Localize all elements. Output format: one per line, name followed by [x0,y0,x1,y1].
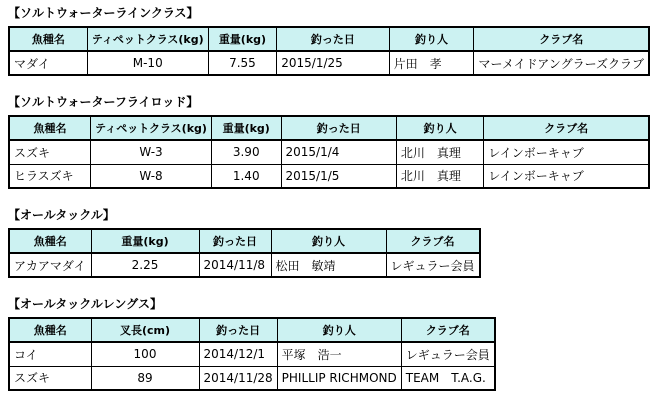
header-row [9,27,649,51]
table-row [9,140,649,164]
record-section [8,296,650,391]
section-title: 【ソルトウォーターラインクラス】 [8,6,199,20]
table-cell: W-3 [91,140,212,164]
column-header: 重量(kg) [211,116,281,140]
table-cell: スズキ [9,366,91,390]
record-section [8,94,650,189]
column-header: 釣り人 [389,27,474,51]
table-cell: 100 [91,342,199,366]
table-cell: PHILLIP RICHMOND [277,366,401,390]
table-cell: W-8 [91,164,212,188]
table-row [9,366,495,390]
records-table [8,317,496,391]
records-table [8,26,650,76]
column-header: 釣った日 [277,27,389,51]
column-header: 釣った日 [199,229,271,253]
column-header: ティペットクラス(kg) [87,27,208,51]
table-cell: コイ [9,342,91,366]
table-cell: 北川 真理 [396,140,483,164]
column-header: クラブ名 [401,318,495,342]
column-header: 魚種名 [9,229,91,253]
table-cell: ヒラスズキ [9,164,91,188]
table-row [9,342,495,366]
table-cell: 北川 真理 [396,164,483,188]
column-header: 魚種名 [9,318,91,342]
column-header: 釣り人 [277,318,401,342]
table-cell: 2015/1/5 [281,164,396,188]
header-row [9,318,495,342]
table-cell: 片田 孝 [389,51,474,75]
column-header: 釣り人 [396,116,483,140]
column-header: 叉長(cm) [91,318,199,342]
records-table [8,228,481,278]
section-title: 【ソルトウォーターフライロッド】 [8,95,199,109]
table-cell: 7.55 [208,51,277,75]
table-cell: 2.25 [91,253,199,277]
table-cell: 89 [91,366,199,390]
column-header: クラブ名 [484,116,649,140]
table-cell: 平塚 浩一 [277,342,401,366]
table-cell: レインボーキャブ [484,164,649,188]
header-row [9,229,480,253]
table-cell: 3.90 [211,140,281,164]
column-header: ティペットクラス(kg) [91,116,212,140]
table-cell: 2014/11/28 [199,366,277,390]
table-cell: TEAM T.A.G. [401,366,495,390]
table-cell: 2014/12/1 [199,342,277,366]
section-title: 【オールタックル】 [8,208,115,222]
column-header: 魚種名 [9,27,87,51]
table-cell: 2014/11/8 [199,253,271,277]
column-header: 重量(kg) [208,27,277,51]
table-row [9,164,649,188]
table-cell: M-10 [87,51,208,75]
column-header: 釣り人 [271,229,386,253]
table-cell: 1.40 [211,164,281,188]
table-cell: レインボーキャブ [484,140,649,164]
table-cell: アカアマダイ [9,253,91,277]
table-cell: マーメイドアングラーズクラブ [474,51,649,75]
table-row [9,253,480,277]
records-table [8,115,650,189]
record-section [8,207,650,278]
column-header: 釣った日 [199,318,277,342]
column-header: クラブ名 [386,229,480,253]
table-cell: スズキ [9,140,91,164]
column-header: 重量(kg) [91,229,199,253]
table-cell: マダイ [9,51,87,75]
header-row [9,116,649,140]
table-cell: 2015/1/4 [281,140,396,164]
record-section [8,5,650,76]
column-header: 魚種名 [9,116,91,140]
column-header: クラブ名 [474,27,649,51]
table-cell: 2015/1/25 [277,51,389,75]
column-header: 釣った日 [281,116,396,140]
table-cell: レギュラー会員 [401,342,495,366]
table-cell: レギュラー会員 [386,253,480,277]
table-cell: 松田 敏靖 [271,253,386,277]
table-row [9,51,649,75]
section-title: 【オールタックルレングス】 [8,297,162,311]
